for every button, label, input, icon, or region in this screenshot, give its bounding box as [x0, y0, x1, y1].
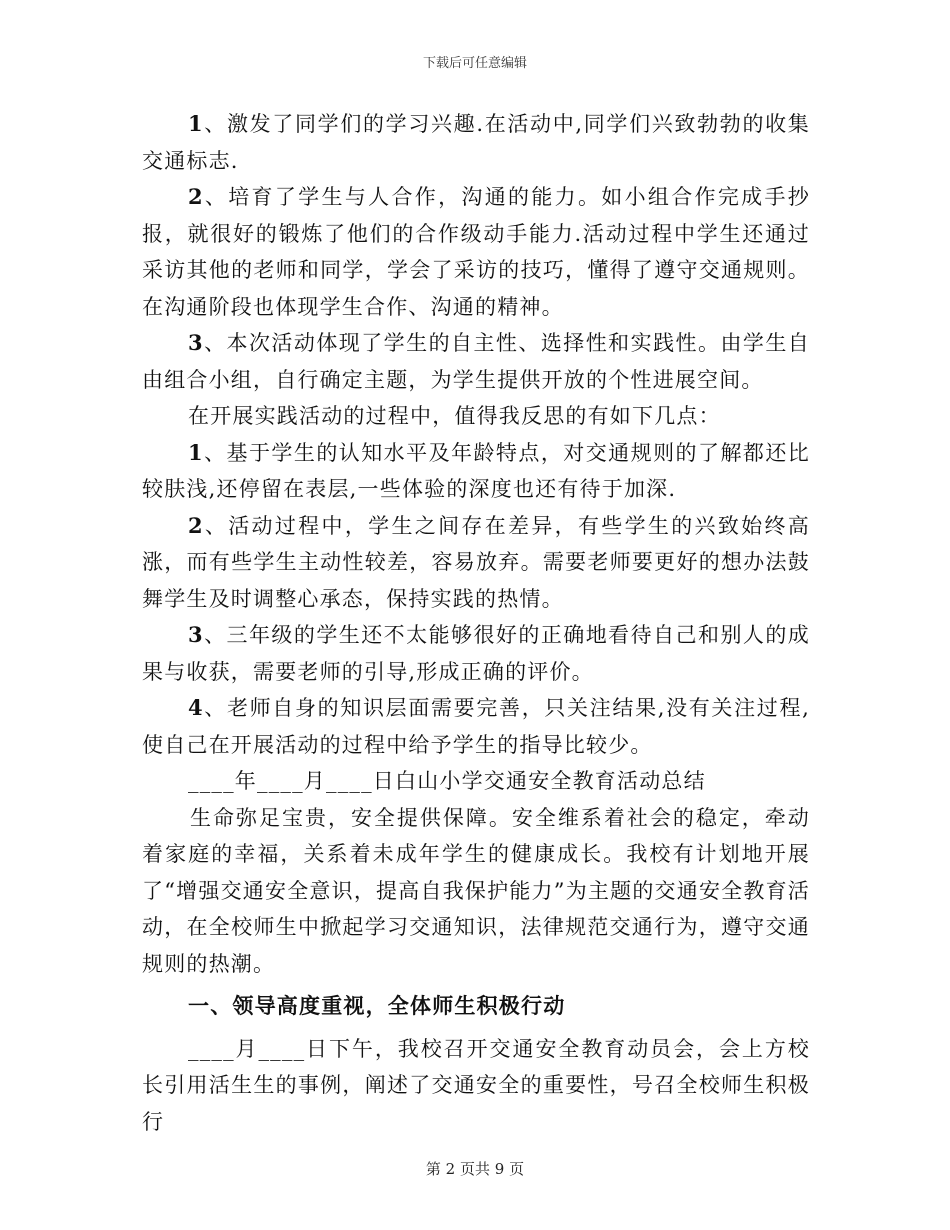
paragraph-text: 、培育了学生与人合作，沟通的能力。如小组合作完成手抄报，就很好的锻炼了他们的合作级动手能力.活动过程中学生还通过采访其他的老师和同学，学会了采访的技巧，懂得了遵守交通规则。在沟通阶段也体现学生合作、沟通的精神。 [142, 185, 810, 319]
paragraph-number: 3 [188, 330, 204, 355]
paragraph-number: 1 [188, 439, 204, 465]
paragraph-reflection-1 [142, 435, 810, 508]
document-body [142, 106, 810, 1140]
paragraph-text: 、老师自身的知识层面需要完善，只关注结果,没有关注过程,使自己在开展活动的过程中给予学生的指导比较少。 [142, 696, 810, 757]
paragraph-text: 、本次活动体现了学生的自主性、选择性和实践性。由学生自由组合小组，自行确定主题，为学生提供开放的个性进展空间。 [142, 331, 810, 392]
paragraph-2 [142, 179, 810, 325]
paragraph-text: ____年____月____日白山小学交通安全教育活动总结 [188, 769, 706, 793]
paragraph-text: 、基于学生的认知水平及年龄特点，对交通规则的了解都还比较肤浅,还停留在表层,一些体验的深度也还有待于加深. [142, 440, 810, 501]
summary-title [142, 763, 810, 800]
paragraph-text: 、活动过程中，学生之间存在差异，有些学生的兴致始终高涨，而有些学生主动性较差，容易放弃。需要老师要更好的想办法鼓舞学生及时调整心承态，保持实践的热情。 [142, 513, 810, 611]
paragraph-3 [142, 325, 810, 398]
paragraph-number: 2 [188, 184, 204, 209]
section-heading: 一、领导高度重视，全体师生积极行动 [188, 994, 566, 1018]
paragraph-reflection-intro [142, 398, 810, 435]
paragraph-number: 1 [188, 111, 204, 136]
paragraph-number: 4 [188, 695, 204, 720]
page-footer: 第 2 页共 9 页 [425, 1160, 525, 1178]
paragraph-1 [142, 106, 810, 179]
paragraph-reflection-3 [142, 617, 810, 690]
paragraph-number: 3 [188, 622, 204, 647]
paragraph-reflection-2 [142, 508, 810, 618]
paragraph-text: 、激发了同学们的学习兴趣.在活动中,同学们兴致勃勃的收集交通标志. [142, 112, 810, 173]
paragraph-text: 、三年级的学生还不太能够很好的正确地看待自己和别人的成果与收获，需要老师的引导,形成正确的评价。 [142, 623, 810, 684]
paragraph-text: 生命弥足宝贵，安全提供保障。安全维系着社会的稳定，牵动着家庭的幸福，关系着未成年学生的健康成长。我校有计划地开展了“增强交通安全意识，提高自我保护能力”为主题的交通安全教育活动，在全校师生中掀起学习交通知识，法律规范交通行为，遵守交通规则的热潮。 [142, 805, 810, 976]
final-paragraph: ____月____日下午，我校召开交通安全教育动员会，会上方校长引用活生生的事例，阐述了交通安全的重要性，号召全校师生积极行 [142, 1036, 810, 1134]
paragraph-number: 2 [188, 512, 204, 538]
header-note: 下载后可任意编辑 [422, 56, 527, 71]
paragraph-text: 在开展实践活动的过程中，值得我反思的有如下几点： [188, 404, 721, 428]
summary-intro-paragraph [142, 800, 810, 983]
paragraph-reflection-4 [142, 690, 810, 763]
